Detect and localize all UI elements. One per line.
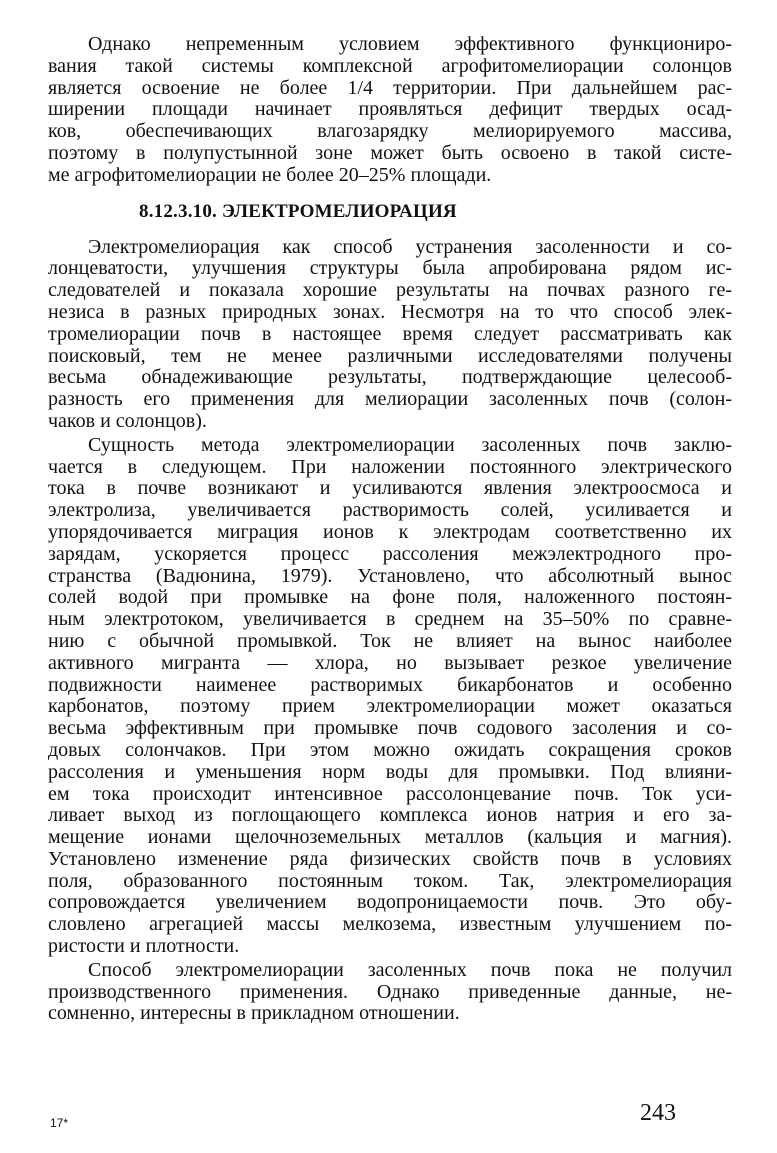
text-line: упорядочивается миграция ионов к электродам соответственно их	[48, 520, 732, 543]
text-line: Сущность метода электромелиорации засоленных почв заклю-	[88, 433, 732, 456]
text-line: Электромелиорация как способ устранения засоленности и со-	[88, 235, 732, 258]
text-line: ме агрофитомелиорации не более 20–25% площади.	[48, 163, 492, 186]
paragraph	[48, 34, 732, 187]
text-line: вания такой системы комплексной агрофитомелиорации солонцов	[48, 54, 732, 77]
text-line: тромелиорации почв в настоящее время следует рассматривать как	[48, 322, 732, 345]
text-line: чается в следующем. При наложении постоянного электрического	[48, 455, 732, 478]
text-line: тока в почве возникают и усиливаются явления электроосмоса и	[48, 477, 732, 500]
text-line: нию с обычной промывкой. Ток не влияет на вынос наиболее	[48, 629, 732, 652]
text-line: солей водой при промывке на фоне поля, наложенного постоян-	[48, 586, 732, 609]
text-line: карбонатов, поэтому прием электромелиорации может оказаться	[48, 695, 732, 718]
text-line: незиса в разных природных зонах. Несмотря на то что способ элек-	[48, 300, 732, 323]
section-heading: 8.12.3.10. ЭЛЕКТРОМЕЛИОРАЦИЯ	[139, 200, 457, 222]
text-line: ливает выход из поглощающего комплекса ионов натрия и его за-	[48, 804, 732, 827]
text-line: чаков и солонцов).	[48, 409, 207, 432]
text-line: Однако непременным условием эффективного функциониро-	[88, 33, 732, 55]
text-line: лонцеватости, улучшения структуры была апробирована рядом ис-	[48, 257, 732, 280]
text-line: зарядам, ускоряется процесс рассоления межэлектродного про-	[48, 542, 732, 565]
printer-signature: 17*	[50, 1116, 69, 1130]
page-body	[48, 34, 732, 1025]
text-line: словлено агрегацией массы мелкозема, известным улучшением по-	[48, 913, 732, 936]
text-line: поэтому в полупустынной зоне может быть освоено в такой систе-	[48, 141, 732, 164]
text-line: ширении площади начинает проявляться дефицит твердых осад-	[48, 98, 732, 121]
text-line: Установлено изменение ряда физических свойств почв в условиях	[48, 847, 732, 870]
text-line: ным электротоком, увеличивается в среднем на 35–50% по сравне-	[48, 608, 732, 631]
text-line: странства (Вадюнина, 1979). Установлено, что абсолютный вынос	[48, 564, 732, 587]
text-line: активного мигранта — хлора, но вызывает резкое увеличение	[48, 651, 732, 674]
paragraph	[48, 960, 732, 1025]
text-line: Способ электромелиорации засоленных почв пока не получил	[88, 958, 732, 981]
text-line: разность его применения для мелиорации засоленных почв (солон-	[48, 388, 732, 411]
intro-section	[48, 34, 732, 187]
text-line: рассоления и уменьшения норм воды для промывки. Под влияни-	[48, 760, 732, 783]
text-line: подвижности наименее растворимых бикарбонатов и особенно	[48, 673, 732, 696]
page-number: 243	[640, 1100, 676, 1126]
text-line: мещение ионами щелочноземельных металлов (кальция и магния).	[48, 826, 732, 849]
paragraph	[48, 237, 732, 433]
text-line: ков, обеспечивающих влагозарядку мелиорируемого массива,	[48, 120, 732, 143]
text-line: ем тока происходит интенсивное рассолонцевание почв. Ток уси-	[48, 782, 732, 805]
paragraph	[48, 435, 732, 958]
text-line: является освоение не более 1/4 территории. При дальнейшем рас-	[48, 76, 732, 99]
text-line: сопровождается увеличением водопроницаемости почв. Это обу-	[48, 891, 732, 914]
text-line: поля, образованного постоянным током. Так, электромелиорация	[48, 869, 732, 892]
text-line: производственного применения. Однако приведенные данные, не-	[48, 980, 732, 1003]
text-line: следователей и показала хорошие результаты на почвах разного ге-	[48, 279, 732, 302]
text-line: электролиза, увеличивается растворимость солей, усиливается и	[48, 499, 732, 522]
text-line: весьма обнадеживающие результаты, подтверждающие целесооб-	[48, 366, 732, 389]
text-line: поисковый, тем не менее различными исследователями получены	[48, 344, 732, 367]
text-line: ристости и плотности.	[48, 935, 240, 958]
text-line: весьма эффективным при промывке почв содового засоления и со-	[48, 717, 732, 740]
text-line: сомненно, интересны в прикладном отношении.	[48, 1002, 460, 1025]
text-line: довых солончаков. При этом можно ожидать сокращения сроков	[48, 738, 732, 761]
body-section	[48, 237, 732, 1026]
